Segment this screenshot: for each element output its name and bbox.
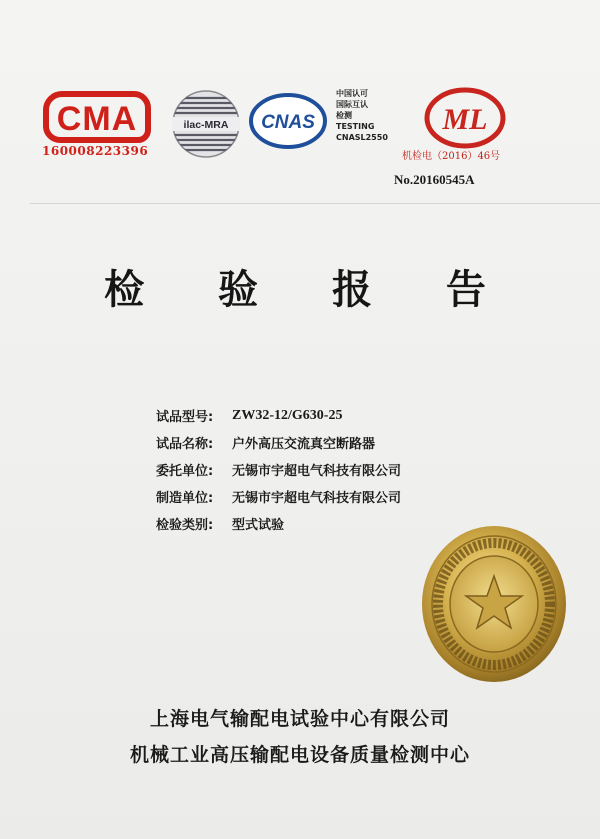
field-value: 型式试验 (232, 518, 285, 533)
ml-caption: 机检电（2016）46号 (402, 151, 501, 162)
page-title: 检 验 报 告 (104, 267, 516, 313)
ilac-mra-logo-icon (170, 88, 242, 160)
field-label: 委托单位: (156, 464, 214, 479)
gold-star-seal-icon (420, 524, 568, 684)
field-label: 试品型号: (156, 410, 214, 425)
ml-logo-text: ML (442, 103, 488, 136)
divider (30, 203, 600, 204)
field-sample-model (156, 402, 496, 429)
field-manufacturer (156, 483, 496, 510)
report-fields (156, 402, 496, 537)
field-label: 检验类别: (156, 518, 214, 533)
cma-number: 160008223396 (42, 144, 149, 158)
field-label: 试品名称: (156, 437, 214, 452)
field-value: 无锡市宇超电气科技有限公司 (232, 464, 402, 479)
ml-logo-icon (424, 86, 506, 150)
cnas-logo-text: CNAS (261, 112, 315, 133)
cnas-line: TESTING (336, 122, 375, 131)
cma-logo-text: CMA (56, 100, 138, 138)
cnas-line: CNASL2550 (336, 133, 388, 142)
ilac-logo-text: ilac-MRA (183, 119, 229, 131)
field-value: 户外高压交流真空断路器 (232, 437, 376, 452)
field-label: 制造单位: (156, 491, 214, 506)
cnas-accreditation-text (336, 88, 388, 143)
issuer-name-1: 上海电气输配电试验中心有限公司 (149, 708, 450, 730)
cma-logo-icon (42, 88, 152, 144)
field-value: ZW32-12/G630-25 (232, 407, 343, 423)
cnas-line: 检测 (336, 111, 352, 120)
field-client (156, 456, 496, 483)
cnas-line: 国际互认 (336, 100, 368, 109)
field-sample-name (156, 429, 496, 456)
field-value: 无锡市宇超电气科技有限公司 (232, 491, 402, 506)
report-number: No.20160545A (394, 172, 475, 187)
cnas-logo-icon (248, 92, 328, 150)
issuer-name-2: 机械工业高压输配电设备质量检测中心 (129, 744, 470, 766)
cnas-line: 中国认可 (336, 89, 368, 98)
